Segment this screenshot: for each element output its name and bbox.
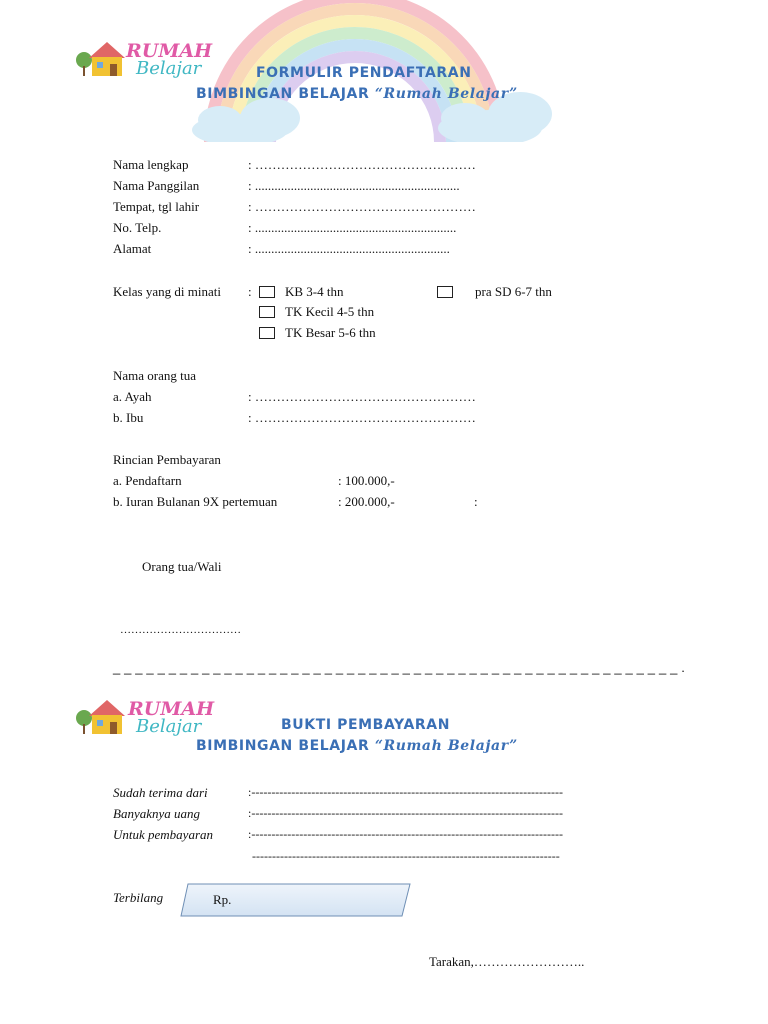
receipt-subtitle-main: BIMBINGAN BELAJAR: [196, 738, 370, 754]
receipt-field-label: Untuk pembayaran: [113, 827, 214, 842]
parent-label: a. Ayah: [113, 389, 152, 404]
field-label: Tempat, tgl lahir: [113, 199, 200, 214]
receipt-field-label: Sudah terima dari: [113, 785, 208, 800]
kelas-label: Kelas yang di minati: [113, 284, 221, 299]
checkbox-tk-kecil[interactable]: [259, 306, 275, 318]
receipt-title: BUKTI PEMBAYARAN: [281, 717, 451, 733]
guardian-label: Orang tua/Wali: [142, 559, 222, 574]
place-date[interactable]: Tarakan,……………………..: [429, 954, 585, 969]
field-label: Nama Panggilan: [113, 178, 200, 193]
logo-rumah: RUMAH: [126, 40, 213, 62]
receipt-logo: [70, 686, 250, 746]
option-tk-besar-label: TK Besar 5-6 thn: [285, 325, 376, 340]
payment-value: : 100.000,-: [338, 473, 395, 488]
payment-extra: :: [474, 494, 478, 509]
receipt-field-line[interactable]: -----------------------------------------------------------------------------: [252, 849, 560, 863]
field-label: No. Telp.: [113, 220, 162, 235]
receipt-field-line[interactable]: :------------------------------------------------------------------------------: [248, 806, 564, 820]
logo-belajar: Belajar: [136, 716, 202, 737]
field-label: Alamat: [113, 241, 152, 256]
parent-label: b. Ibu: [113, 410, 144, 425]
rp-label: Rp.: [213, 892, 232, 907]
form-title: FORMULIR PENDAFTARAN: [256, 65, 472, 81]
field-dots[interactable]: : ……………………………………………: [248, 157, 476, 172]
signature-line[interactable]: ……………………………: [120, 624, 241, 636]
payment-label: b. Iuran Bulanan 9X pertemuan: [113, 494, 278, 509]
option-kb-label: KB 3-4 thn: [285, 284, 344, 299]
checkbox-kb[interactable]: [259, 286, 275, 298]
payment-value: : 200.000,-: [338, 494, 395, 509]
field-dots[interactable]: : ...............................................................: [248, 178, 460, 193]
kelas-colon: :: [248, 284, 252, 299]
cut-line-separator: _ _ _ _ _ _ _ _ _ _ _ _ _ _ _ _ _ _ _ _ _ _ _ _ _ _ _ _ _ _ _ _ _ _ _ _ _ _ _ _ _ _ _ _ _ _ _ _ _ _ _ .: [113, 660, 685, 675]
terbilang-label: Terbilang: [113, 890, 164, 905]
logo-belajar: Belajar: [136, 58, 202, 79]
payment-heading: Rincian Pembayaran: [113, 452, 221, 467]
payment-label: a. Pendaftarn: [113, 473, 182, 488]
field-dots[interactable]: : ............................................................: [248, 241, 450, 256]
checkbox-tk-besar[interactable]: [259, 327, 275, 339]
parent-dots[interactable]: : ……………………………………………: [248, 410, 476, 425]
field-label: Nama lengkap: [113, 157, 189, 172]
logo-rumah: RUMAH: [128, 698, 215, 720]
form-subtitle-main: BIMBINGAN BELAJAR: [196, 86, 370, 102]
field-dots[interactable]: : ……………………………………………: [248, 199, 476, 214]
checkbox-pra-sd[interactable]: [437, 286, 453, 298]
receipt-field-label: Banyaknya uang: [113, 806, 201, 821]
parents-heading: Nama orang tua: [113, 368, 197, 383]
receipt-field-line[interactable]: :------------------------------------------------------------------------------: [248, 827, 564, 841]
house-icon: [75, 38, 127, 80]
receipt-subtitle: [196, 738, 518, 754]
receipt-subtitle-quote: “Rumah Belajar”: [374, 738, 518, 754]
field-dots[interactable]: : ..............................................................: [248, 220, 457, 235]
option-pra-sd-label: pra SD 6-7 thn: [475, 284, 552, 299]
receipt-field-line[interactable]: :------------------------------------------------------------------------------: [248, 785, 564, 799]
house-icon: [75, 696, 127, 738]
option-tk-kecil-label: TK Kecil 4-5 thn: [285, 304, 375, 319]
form-subtitle-quote: “Rumah Belajar”: [374, 86, 518, 102]
form-subtitle: [196, 86, 518, 102]
parent-dots[interactable]: : ……………………………………………: [248, 389, 476, 404]
